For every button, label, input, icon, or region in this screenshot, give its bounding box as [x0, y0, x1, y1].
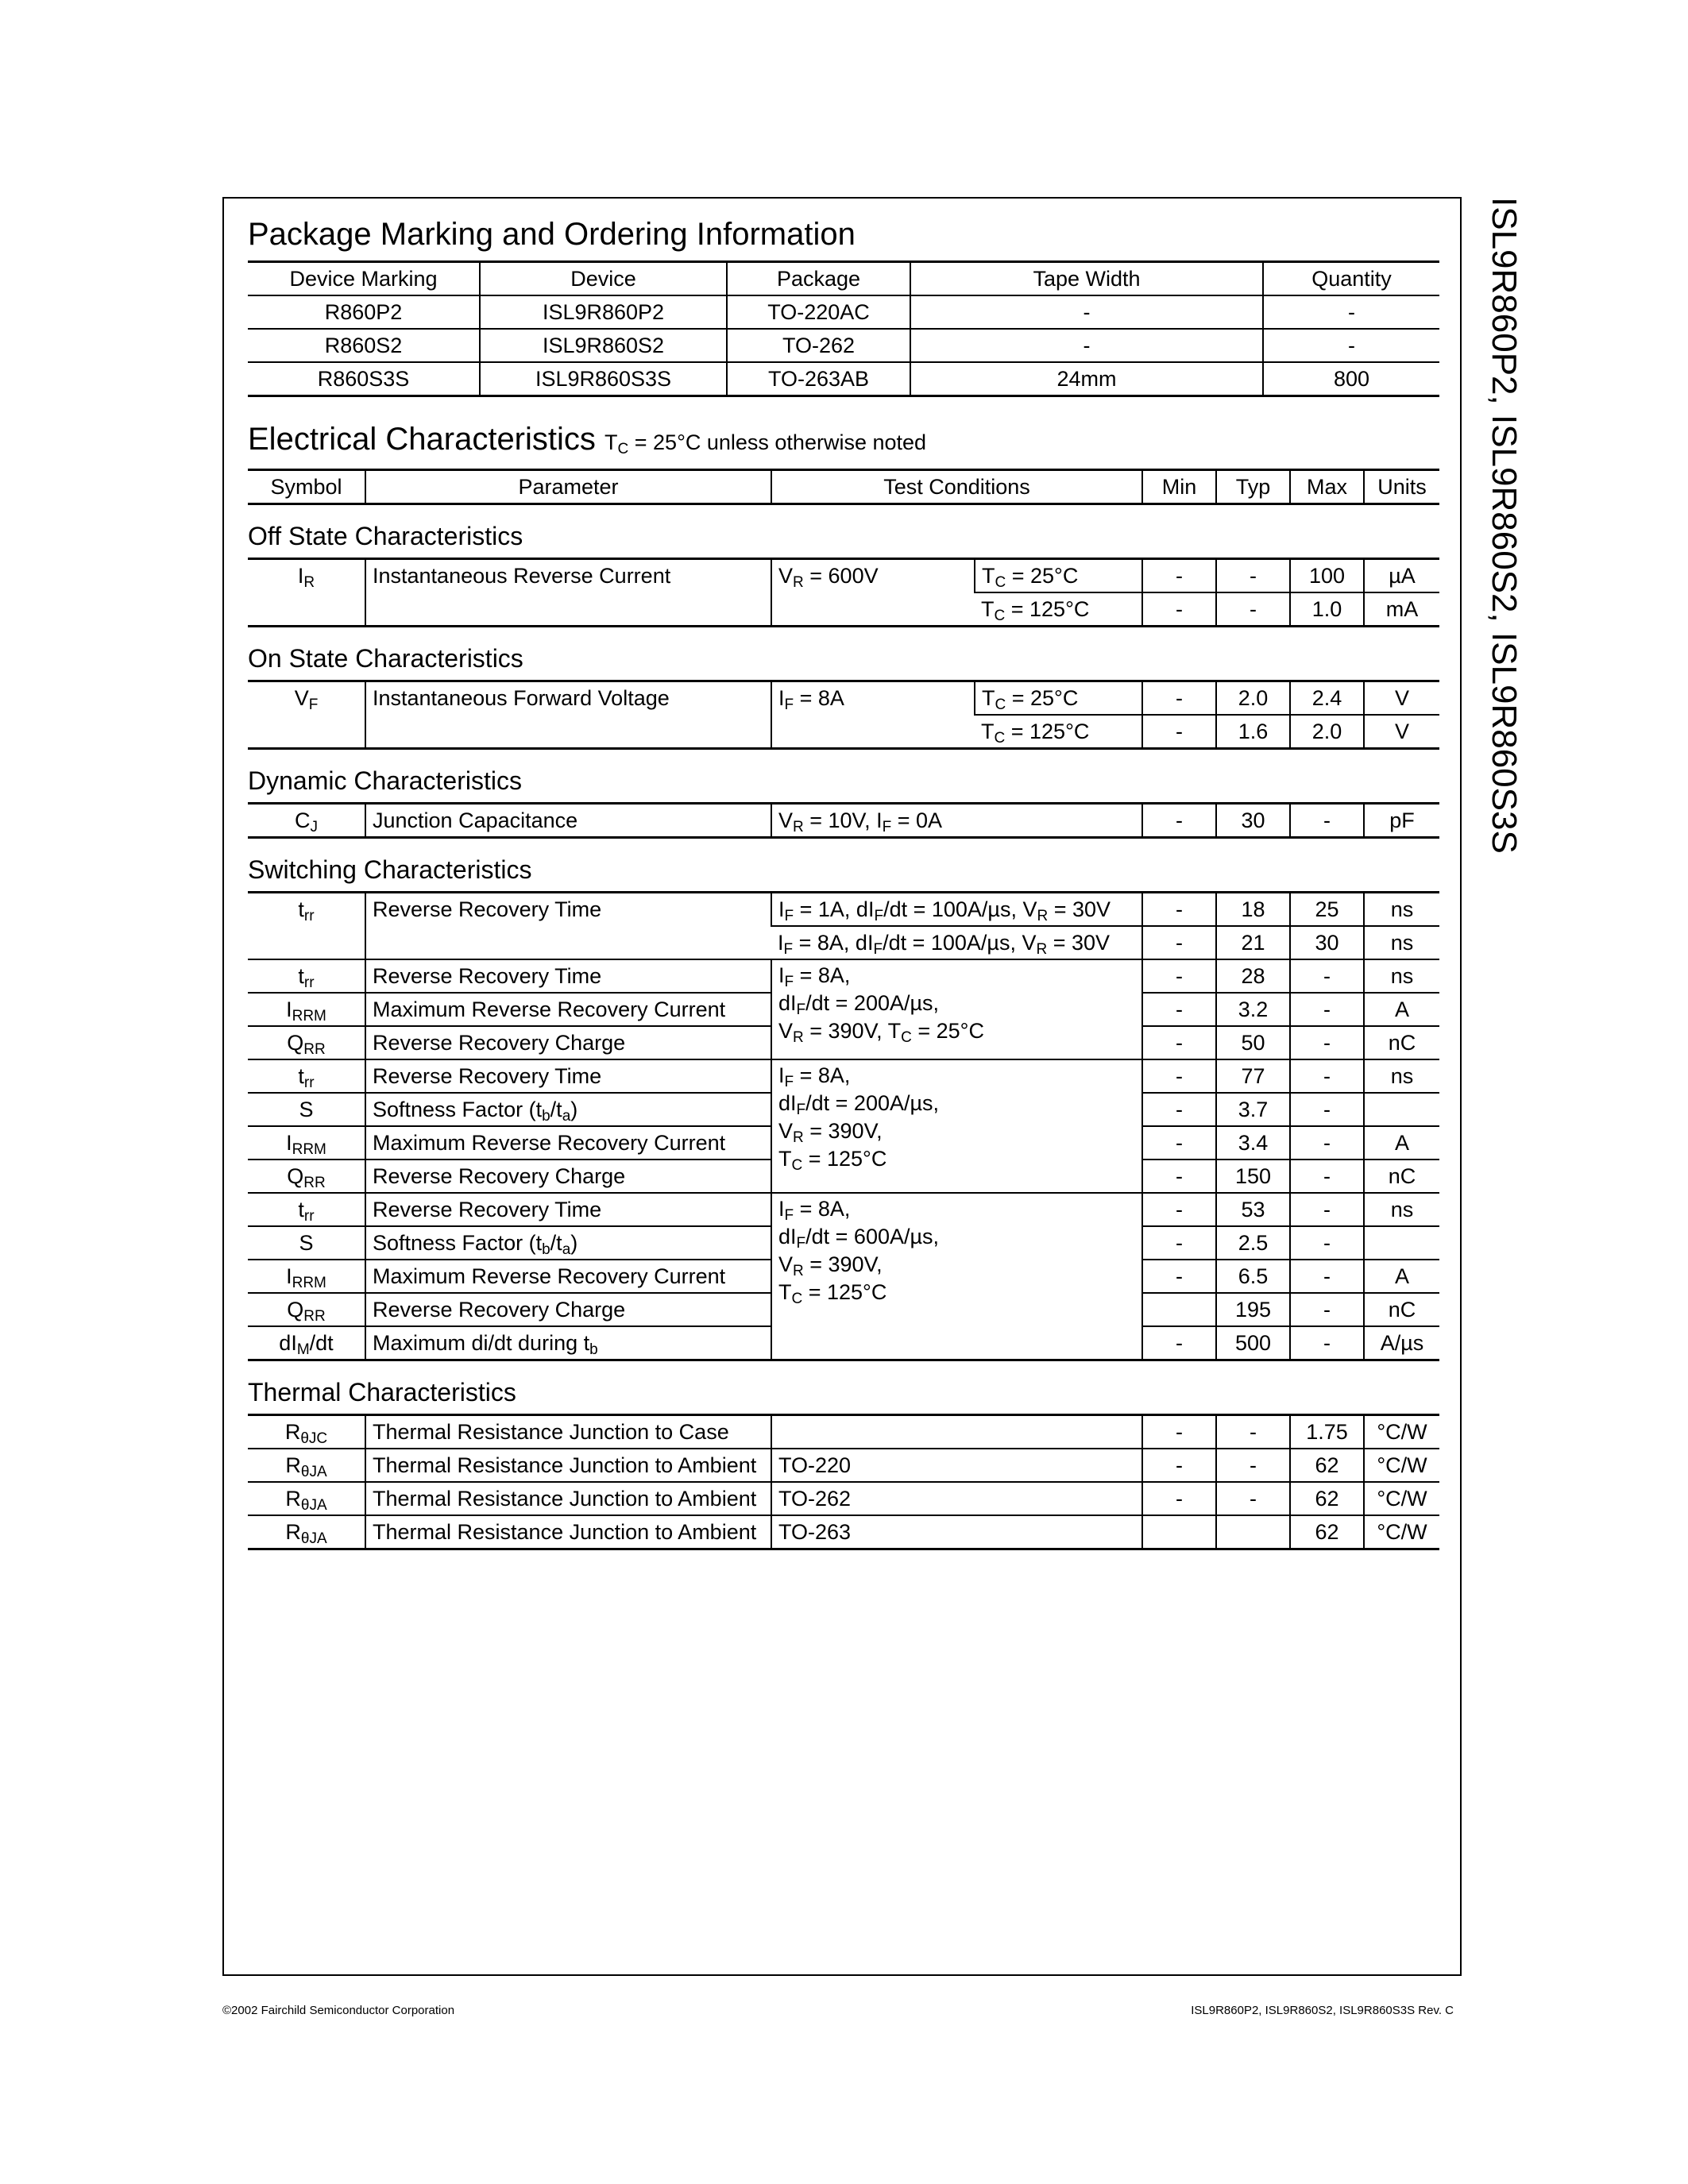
unit-cell: °C/W: [1364, 1482, 1439, 1515]
test-condition-cell: $I_F = 8A$, $dI_F/dt = 100A/\mu s$, $V_R = 30V$: [771, 926, 1142, 959]
unit-cell: V: [1364, 715, 1439, 749]
typ-cell: 3.7: [1216, 1093, 1290, 1126]
symbol-cell: $R_{\theta JA}$: [248, 1482, 365, 1515]
symbol-cell: $t_{rr}$: [248, 893, 365, 960]
typ-cell: 18: [1216, 893, 1290, 927]
parameter-cell: Maximum Reverse Recovery Current: [365, 1126, 771, 1160]
electrical-title-text: Electrical Characteristics: [248, 422, 596, 457]
parameter-cell: Maximum di/dt during $t_b$: [365, 1326, 771, 1360]
column-header: Min: [1142, 470, 1216, 504]
unit-cell: mA: [1364, 592, 1439, 627]
max-cell: 2.0: [1290, 715, 1364, 749]
max-cell: -: [1290, 1026, 1364, 1059]
symbol-cell: $R_{\theta JA}$: [248, 1449, 365, 1482]
max-cell: -: [1290, 1326, 1364, 1360]
parameter-cell: Reverse Recovery Time: [365, 959, 771, 993]
max-cell: -: [1290, 1059, 1364, 1093]
column-header: Tape Width: [910, 262, 1263, 296]
min-cell: -: [1142, 1449, 1216, 1482]
typ-cell: 1.6: [1216, 715, 1290, 749]
typ-cell: 30: [1216, 804, 1290, 838]
test-condition-cell: TO-220: [771, 1449, 1142, 1482]
table-header-row: [248, 470, 1439, 504]
temperature-cell: $T_C = 25^\circ C$: [975, 559, 1142, 593]
test-condition-cell: $I_F = 8A$, $dI_F/dt = 200A/\mu s$, $V_R = 390V$, $T_C = 25^\circ C$: [771, 959, 1142, 1059]
max-cell: 62: [1290, 1482, 1364, 1515]
typ-cell: 77: [1216, 1059, 1290, 1093]
typ-cell: 28: [1216, 959, 1290, 993]
unit-cell: ns: [1364, 926, 1439, 959]
max-cell: -: [1290, 993, 1364, 1026]
min-cell: -: [1142, 1026, 1216, 1059]
unit-cell: nC: [1364, 1293, 1439, 1326]
symbol-cell: $Q_{RR}$: [248, 1293, 365, 1326]
table-cell: R860S2: [248, 329, 480, 362]
test-condition-cell: $I_F = 8A$: [771, 681, 975, 749]
parameter-cell: Maximum Reverse Recovery Current: [365, 1260, 771, 1293]
table-row: [248, 1415, 1439, 1449]
table-row: [248, 1449, 1439, 1482]
unit-cell: ns: [1364, 1193, 1439, 1226]
typ-cell: 53: [1216, 1193, 1290, 1226]
parameter-cell: Reverse Recovery Charge: [365, 1293, 771, 1326]
parameter-cell: Softness Factor $(t_b/t_a)$: [365, 1226, 771, 1260]
table-cell: R860P2: [248, 295, 480, 329]
unit-cell: A: [1364, 1126, 1439, 1160]
parameter-cell: Thermal Resistance Junction to Ambient: [365, 1449, 771, 1482]
table-row: [248, 559, 1439, 593]
column-header: Quantity: [1263, 262, 1439, 296]
table-cell: ISL9R860S2: [480, 329, 727, 362]
min-cell: -: [1142, 1160, 1216, 1193]
electrical-header-table: [248, 469, 1439, 505]
typ-cell: 500: [1216, 1326, 1290, 1360]
typ-cell: [1216, 1515, 1290, 1549]
unit-cell: [1364, 1093, 1439, 1126]
test-condition-cell: TO-262: [771, 1482, 1142, 1515]
test-condition-cell: $I_F = 8A$, $dI_F/dt = 600A/\mu s$, $V_R = 390V$, $T_C = 125^\circ C$: [771, 1193, 1142, 1360]
table-cell: 800: [1263, 362, 1439, 396]
typ-cell: 21: [1216, 926, 1290, 959]
symbol-cell: $I_R$: [248, 559, 365, 627]
dynamic-title: Dynamic Characteristics: [248, 766, 522, 795]
typ-cell: 2.0: [1216, 681, 1290, 716]
temperature-cell: $T_C = 125^\circ C$: [975, 592, 1142, 627]
table-cell: -: [910, 329, 1263, 362]
parameter-cell: Reverse Recovery Charge: [365, 1026, 771, 1059]
parameter-cell: Instantaneous Forward Voltage: [365, 681, 771, 749]
unit-cell: °C/W: [1364, 1415, 1439, 1449]
min-cell: [1142, 1293, 1216, 1326]
max-cell: 2.4: [1290, 681, 1364, 716]
typ-cell: 6.5: [1216, 1260, 1290, 1293]
switching-table: [248, 891, 1439, 1361]
on-state-table: [248, 680, 1439, 750]
max-cell: -: [1290, 1260, 1364, 1293]
column-header: Device Marking: [248, 262, 480, 296]
table-row: [248, 362, 1439, 396]
table-row: [248, 1059, 1439, 1093]
unit-cell: A: [1364, 993, 1439, 1026]
unit-cell: A: [1364, 1260, 1439, 1293]
parameter-cell: Reverse Recovery Time: [365, 1059, 771, 1093]
symbol-cell: S: [248, 1226, 365, 1260]
max-cell: 25: [1290, 893, 1364, 927]
max-cell: 30: [1290, 926, 1364, 959]
column-header: Symbol: [248, 470, 365, 504]
table-row: [248, 681, 1439, 716]
table-cell: -: [910, 295, 1263, 329]
table-cell: -: [1263, 295, 1439, 329]
min-cell: -: [1142, 1126, 1216, 1160]
column-header: Parameter: [365, 470, 771, 504]
test-condition-cell: TO-263: [771, 1515, 1142, 1549]
symbol-cell: $I_{RRM}$: [248, 993, 365, 1026]
max-cell: 62: [1290, 1449, 1364, 1482]
unit-cell: nC: [1364, 1026, 1439, 1059]
symbol-cell: $Q_{RR}$: [248, 1026, 365, 1059]
package-table: [248, 260, 1439, 397]
min-cell: -: [1142, 1326, 1216, 1360]
parameter-cell: Reverse Recovery Charge: [365, 1160, 771, 1193]
max-cell: 100: [1290, 559, 1364, 593]
parameter-cell: Instantaneous Reverse Current: [365, 559, 771, 627]
datasheet-content: [248, 199, 1439, 1550]
footer-revision: ISL9R860P2, ISL9R860S2, ISL9R860S3S Rev. C: [1191, 2004, 1454, 2017]
column-header: Units: [1364, 470, 1439, 504]
typ-cell: -: [1216, 1482, 1290, 1515]
table-cell: ISL9R860P2: [480, 295, 727, 329]
test-condition-cell: [771, 1415, 1142, 1449]
table-cell: TO-263AB: [727, 362, 910, 396]
table-cell: -: [1263, 329, 1439, 362]
side-title: [1471, 197, 1536, 991]
max-cell: -: [1290, 1193, 1364, 1226]
max-cell: -: [1290, 1293, 1364, 1326]
min-cell: -: [1142, 1226, 1216, 1260]
min-cell: [1142, 1515, 1216, 1549]
max-cell: -: [1290, 1126, 1364, 1160]
symbol-cell: $t_{rr}$: [248, 1059, 365, 1093]
unit-cell: [1364, 1226, 1439, 1260]
typ-cell: 2.5: [1216, 1226, 1290, 1260]
min-cell: -: [1142, 559, 1216, 593]
thermal-title: Thermal Characteristics: [248, 1378, 516, 1406]
typ-cell: 195: [1216, 1293, 1290, 1326]
symbol-cell: $R_{\theta JC}$: [248, 1415, 365, 1449]
test-condition-cell: $V_R = 600V$: [771, 559, 975, 627]
electrical-title: [248, 421, 1439, 461]
min-cell: -: [1142, 1482, 1216, 1515]
unit-cell: pF: [1364, 804, 1439, 838]
on-state-title: On State Characteristics: [248, 644, 523, 673]
table-cell: TO-262: [727, 329, 910, 362]
typ-cell: 3.4: [1216, 1126, 1290, 1160]
unit-cell: V: [1364, 681, 1439, 716]
parameter-cell: Thermal Resistance Junction to Ambient: [365, 1482, 771, 1515]
max-cell: 62: [1290, 1515, 1364, 1549]
package-title: Package Marking and Ordering Information: [248, 217, 856, 252]
unit-cell: °C/W: [1364, 1449, 1439, 1482]
unit-cell: ns: [1364, 1059, 1439, 1093]
max-cell: -: [1290, 959, 1364, 993]
parameter-cell: Softness Factor $(t_b/t_a)$: [365, 1093, 771, 1126]
max-cell: -: [1290, 804, 1364, 838]
unit-cell: nC: [1364, 1160, 1439, 1193]
unit-cell: µA: [1364, 559, 1439, 593]
symbol-cell: $C_J$: [248, 804, 365, 838]
parameter-cell: Reverse Recovery Time: [365, 893, 771, 960]
parameter-cell: Maximum Reverse Recovery Current: [365, 993, 771, 1026]
min-cell: -: [1142, 1415, 1216, 1449]
column-header: Device: [480, 262, 727, 296]
min-cell: -: [1142, 715, 1216, 749]
typ-cell: -: [1216, 1449, 1290, 1482]
min-cell: -: [1142, 1193, 1216, 1226]
symbol-cell: $I_{RRM}$: [248, 1126, 365, 1160]
test-condition-cell: $I_F = 1A$, $dI_F/dt = 100A/\mu s$, $V_R = 30V$: [771, 893, 1142, 927]
typ-cell: -: [1216, 1415, 1290, 1449]
temperature-cell: $T_C = 25^\circ C$: [975, 681, 1142, 716]
table-row: [248, 893, 1439, 927]
unit-cell: A/µs: [1364, 1326, 1439, 1360]
column-header: Test Conditions: [771, 470, 1142, 504]
table-row: [248, 1482, 1439, 1515]
side-title-text: ISL9R860P2, ISL9R860S2, ISL9R860S3S: [1485, 197, 1524, 854]
switching-title: Switching Characteristics: [248, 855, 532, 884]
min-cell: -: [1142, 1059, 1216, 1093]
min-cell: -: [1142, 804, 1216, 838]
column-header: Max: [1290, 470, 1364, 504]
min-cell: -: [1142, 926, 1216, 959]
footer-copyright: ©2002 Fairchild Semiconductor Corporation: [222, 2004, 455, 2017]
table-row: [248, 295, 1439, 329]
min-cell: -: [1142, 893, 1216, 927]
symbol-cell: $dI_M/dt$: [248, 1326, 365, 1360]
test-condition-cell: $V_R = 10V$, $I_F = 0A$: [771, 804, 1142, 838]
unit-cell: °C/W: [1364, 1515, 1439, 1549]
symbol-cell: $Q_{RR}$: [248, 1160, 365, 1193]
temperature-cell: $T_C = 125^\circ C$: [975, 715, 1142, 749]
typ-cell: 50: [1216, 1026, 1290, 1059]
parameter-cell: Thermal Resistance Junction to Ambient: [365, 1515, 771, 1549]
table-row: [248, 959, 1439, 993]
table-cell: TO-220AC: [727, 295, 910, 329]
min-cell: -: [1142, 959, 1216, 993]
max-cell: -: [1290, 1226, 1364, 1260]
table-cell: ISL9R860S3S: [480, 362, 727, 396]
symbol-cell: S: [248, 1093, 365, 1126]
table-cell: R860S3S: [248, 362, 480, 396]
unit-cell: ns: [1364, 893, 1439, 927]
typ-cell: 150: [1216, 1160, 1290, 1193]
parameter-cell: Junction Capacitance: [365, 804, 771, 838]
test-condition-cell: $I_F = 8A$, $dI_F/dt = 200A/\mu s$, $V_R = 390V$, $T_C = 125^\circ C$: [771, 1059, 1142, 1193]
symbol-cell: $t_{rr}$: [248, 1193, 365, 1226]
symbol-cell: $R_{\theta JA}$: [248, 1515, 365, 1549]
table-cell: 24mm: [910, 362, 1263, 396]
max-cell: 1.0: [1290, 592, 1364, 627]
parameter-cell: Thermal Resistance Junction to Case: [365, 1415, 771, 1449]
column-header: Package: [727, 262, 910, 296]
unit-cell: ns: [1364, 959, 1439, 993]
parameter-cell: Reverse Recovery Time: [365, 1193, 771, 1226]
dynamic-table: [248, 802, 1439, 839]
table-header-row: [248, 262, 1439, 296]
table-row: [248, 804, 1439, 838]
table-row: [248, 1193, 1439, 1226]
thermal-table: [248, 1414, 1439, 1550]
table-row: [248, 1515, 1439, 1549]
min-cell: -: [1142, 993, 1216, 1026]
symbol-cell: $I_{RRM}$: [248, 1260, 365, 1293]
min-cell: -: [1142, 592, 1216, 627]
typ-cell: -: [1216, 592, 1290, 627]
electrical-condition: $T_C = 25^\circ C$ unless otherwise noted: [605, 430, 927, 457]
min-cell: -: [1142, 1093, 1216, 1126]
min-cell: -: [1142, 681, 1216, 716]
table-row: [248, 329, 1439, 362]
typ-cell: 3.2: [1216, 993, 1290, 1026]
symbol-cell: $V_F$: [248, 681, 365, 749]
max-cell: -: [1290, 1093, 1364, 1126]
typ-cell: -: [1216, 559, 1290, 593]
symbol-cell: $t_{rr}$: [248, 959, 365, 993]
max-cell: 1.75: [1290, 1415, 1364, 1449]
min-cell: -: [1142, 1260, 1216, 1293]
column-header: Typ: [1216, 470, 1290, 504]
off-state-title: Off State Characteristics: [248, 522, 523, 550]
max-cell: -: [1290, 1160, 1364, 1193]
off-state-table: [248, 558, 1439, 627]
